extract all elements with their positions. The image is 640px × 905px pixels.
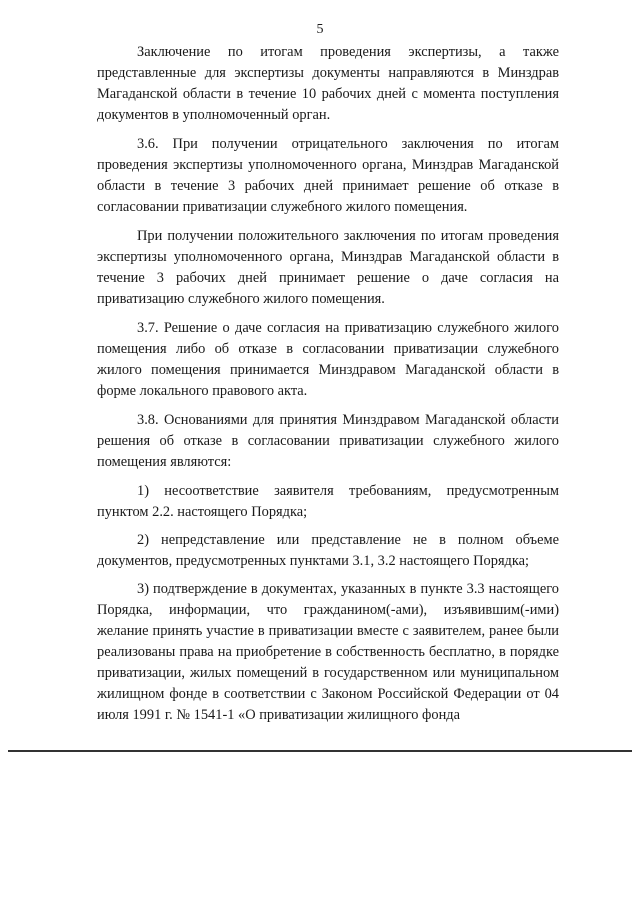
list-item-3: 3) подтверждение в документах, указанных в пункте 3.3 настоящего Порядка, информации, что гражданином(-ами), изъявившим(-ими) желание принять участие в приватизации вместе с заявителем, ранее были реализованы права на приобретение в собственность бесплатно, в порядке приватизации, жилых помещений в государственном или муниципальном жилищном фонде в соответствии с Законом Российской Федерации от 04 июля 1991 г. № 1541-1 «О приватизации жилищного фонда: [97, 581, 559, 723]
paragraph-positive-conclusion: При получении положительного заключения по итогам проведения экспертизы уполномоченного органа, Минздрав Магаданской области в течение 3 рабочих дней принимает решение о даче согласия на приватизацию служебного жилого помещения.: [97, 228, 559, 307]
paragraph-conclusion-sending: Заключение по итогам проведения экспертизы, а также представленные для экспертизы документы направляются в Минздрав Магаданской области в течение 10 рабочих дней с момента поступления документов в уполномоченный орган.: [97, 44, 559, 123]
page-number: 5: [316, 22, 324, 37]
list-item-1: 1) несоответствие заявителя требованиям, предусмотренным пунктом 2.2. настоящего Порядка;: [97, 483, 559, 520]
paragraph-3-6: 3.6. При получении отрицательного заключения по итогам проведения экспертизы уполномоченного органа, Минздрав Магаданской области в течение 3 рабочих дней принимает решение об отказе в согласовании приватизации служебного жилого помещения.: [97, 136, 559, 215]
list-item-2: 2) непредставление или представление не в полном объеме документов, предусмотренных пунктами 3.1, 3.2 настоящего Порядка;: [97, 532, 559, 569]
document-body: [97, 42, 559, 726]
paragraph-3-7: 3.7. Решение о даче согласия на приватизацию служебного жилого помещения либо об отказе в согласовании приватизации служебного жилого помещения принимается Минздравом Магаданской области в форме локального правового акта.: [97, 320, 559, 399]
footer-divider: [8, 750, 632, 752]
paragraph-3-8: 3.8. Основаниями для принятия Минздравом Магаданской области решения об отказе в согласовании приватизации служебного жилого помещения являются:: [97, 412, 559, 470]
